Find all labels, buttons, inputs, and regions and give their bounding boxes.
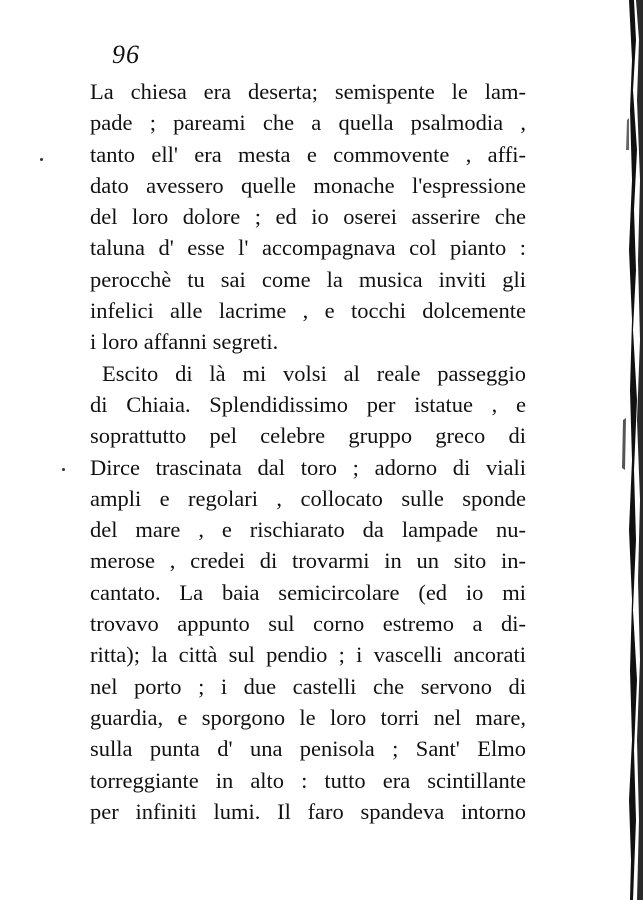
text-line: ampli e regolari , collocato sulle sponde (90, 485, 526, 511)
text-line: La chiesa era deserta; semispente le lam- (90, 79, 526, 104)
scan-speck (40, 158, 43, 161)
text-line: sulla punta d' una penisola ; Sant' Elmo (90, 736, 526, 762)
text-line: infelici alle lacrime , e tocchi dolcemente (90, 298, 526, 324)
text-line: pade ; pareami che a quella psalmodia , (90, 110, 526, 136)
text-line: taluna d' esse l' accompagnava col pianto : (90, 235, 526, 261)
text-line: del mare , e rischiarato da lampade nu- (90, 517, 526, 543)
text-line: nel porto ; i due castelli che servono di (90, 673, 526, 699)
text-line: guardia, e sporgono le loro torri nel mare, (90, 704, 526, 730)
text-line: i loro affanni segreti. (90, 329, 279, 355)
scan-speck (62, 468, 65, 471)
text-line: dato avessero quelle monache l'espressione (90, 172, 526, 198)
text-line: soprattutto pel celebre gruppo greco di (90, 423, 526, 449)
body-text (90, 76, 526, 827)
text-line: perocchè tu sai come la musica inviti gli (90, 266, 526, 292)
text-line: di Chiaia. Splendidissimo per istatue , e (90, 391, 526, 417)
text-line: Escito di là mi volsi al reale passeggio (102, 360, 526, 386)
text-line: ritta); la città sul pendio ; i vascelli ancorati (90, 642, 526, 668)
text-line: trovavo appunto sul corno estremo a di- (90, 611, 526, 637)
binding-edge (603, 0, 643, 900)
text-line: merose , credei di trovarmi in un sito in- (90, 548, 526, 574)
text-line: torreggiante in alto : tutto era scintillante (90, 767, 526, 793)
text-line: Dirce trascinata dal toro ; adorno di viali (90, 454, 526, 480)
text-line: cantato. La baia semicircolare (ed io mi (90, 579, 526, 605)
text-line: del loro dolore ; ed io oserei asserire che (90, 204, 526, 230)
page-number: 96 (112, 40, 140, 69)
text-line: per infiniti lumi. Il faro spandeva intorno (90, 798, 526, 824)
text-line: tanto ell' era mesta e commovente , affi- (90, 141, 526, 167)
